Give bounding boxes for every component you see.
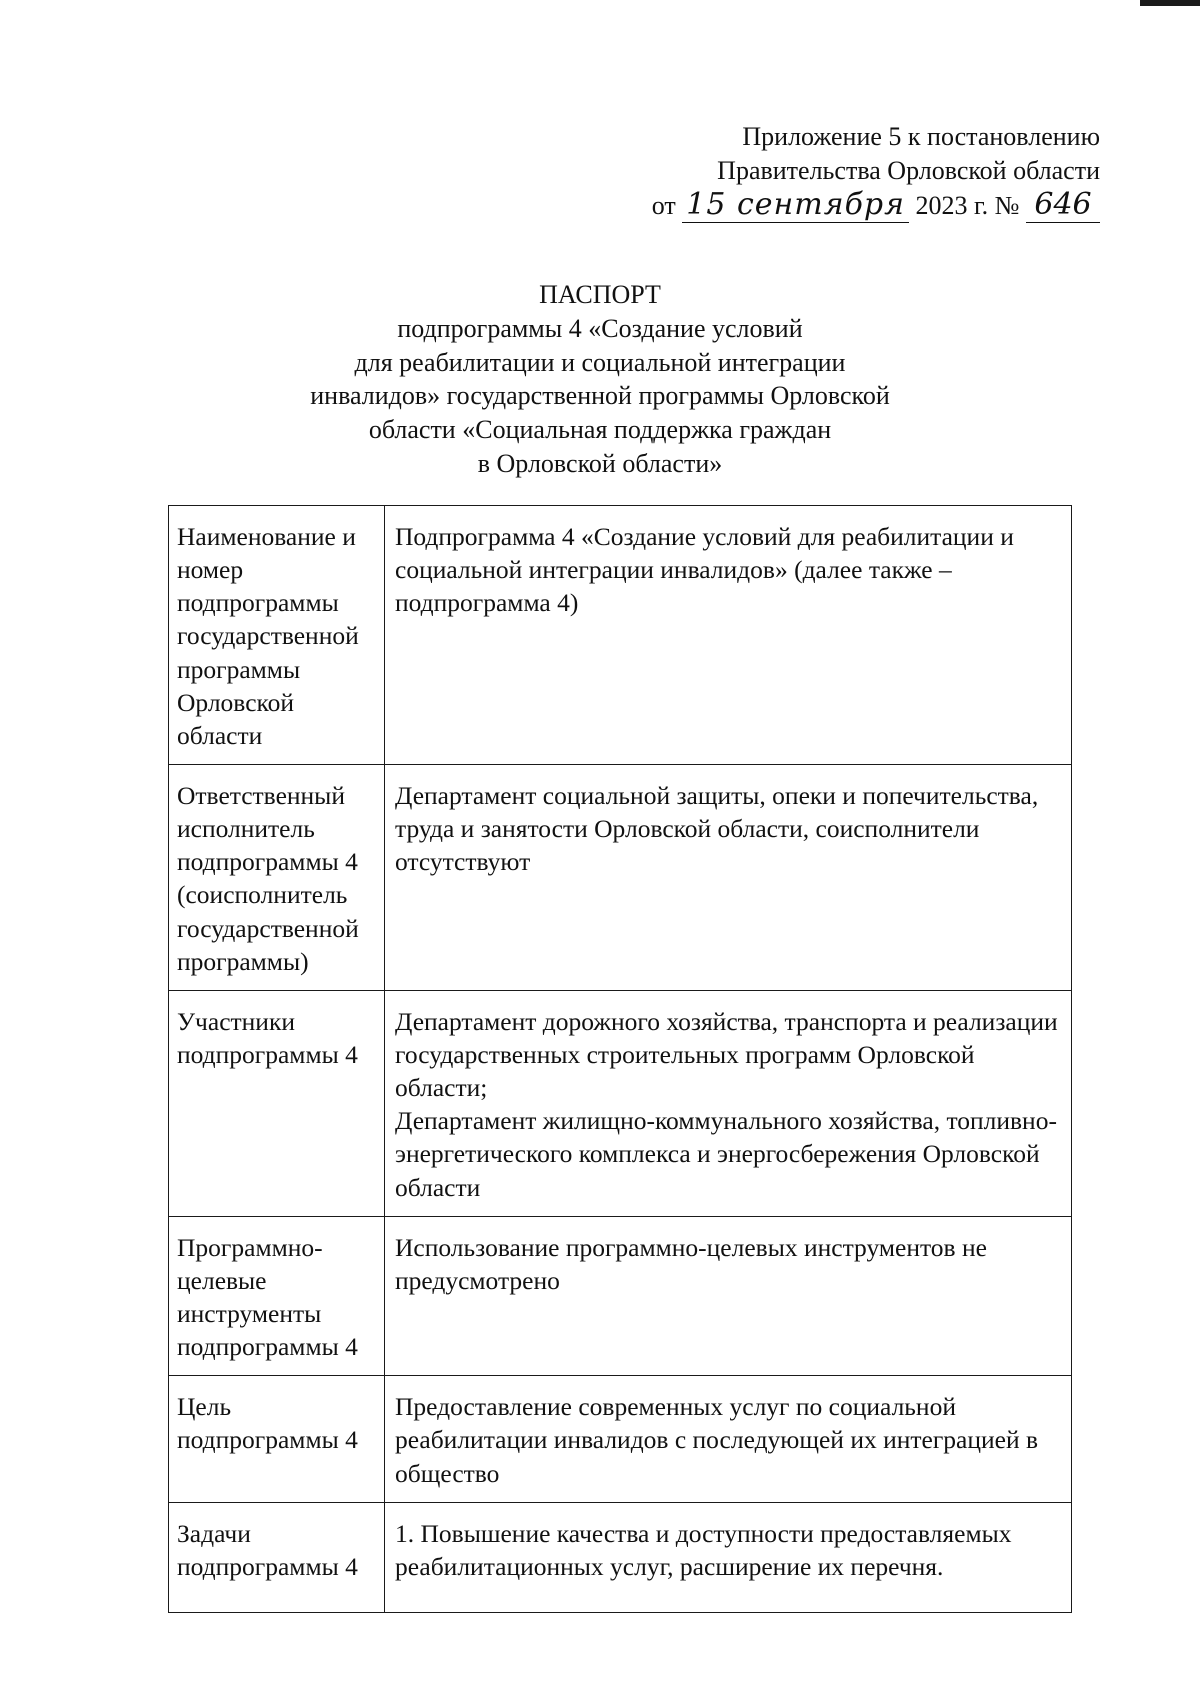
- passport-table: [168, 505, 1072, 1613]
- title-line-3: инвалидов» государственной программы Орловской: [310, 381, 890, 411]
- row-value: 1. Повышение качества и доступности предоставляемых реабилитационных услуг, расширение их перечня.: [385, 1502, 1072, 1612]
- row-label: Задачи подпрограммы 4: [169, 1502, 385, 1612]
- date-prefix: от: [651, 190, 676, 220]
- row-label: Ответственный исполнитель подпрограммы 4 (соисполнитель государственной программы): [169, 764, 385, 990]
- table-row: [169, 506, 1072, 765]
- table-row: [169, 1502, 1072, 1612]
- appendix-line-2: Правительства Орловской области: [717, 156, 1100, 186]
- title-line-4: области «Социальная поддержка граждан: [368, 415, 832, 445]
- row-value: Подпрограмма 4 «Создание условий для реабилитации и социальной интеграции инвалидов» (далее также – подпрограмма 4): [385, 506, 1072, 765]
- document-title: [0, 278, 1200, 481]
- handwritten-number: 646: [1026, 190, 1100, 223]
- row-value: Департамент социальной защиты, опеки и попечительства, труда и занятости Орловской области, соисполнители отсутствуют: [385, 764, 1072, 990]
- row-label: Наименование и номер подпрограммы государственной программы Орловской области: [169, 506, 385, 765]
- table-row: [169, 1216, 1072, 1376]
- table-row: [169, 764, 1072, 990]
- year-and-number-label: 2023 г. №: [915, 190, 1020, 220]
- row-label: Программно-целевые инструменты подпрограммы 4: [169, 1216, 385, 1376]
- title-line-2: для реабилитации и социальной интеграции: [354, 347, 846, 377]
- table-row: [169, 1376, 1072, 1502]
- title-line-1: подпрограммы 4 «Создание условий: [397, 313, 803, 343]
- row-value: Предоставление современных услуг по социальной реабилитации инвалидов с последующей их интеграцией в общество: [385, 1376, 1072, 1502]
- table-row: [169, 990, 1072, 1216]
- appendix-date-line: [540, 186, 1100, 223]
- title-heading: ПАСПОРТ: [539, 280, 661, 309]
- appendix-line-1: Приложение 5 к постановлению: [742, 122, 1100, 151]
- row-label: Участники подпрограммы 4: [169, 990, 385, 1216]
- row-value: [385, 990, 1072, 1216]
- row-label: Цель подпрограммы 4: [169, 1376, 385, 1502]
- row-value: Использование программно-целевых инструментов не предусмотрено: [385, 1216, 1072, 1376]
- participant-2: Департамент жилищно-коммунального хозяйства, топливно-энергетического комплекса и энергосбережения Орловской области: [395, 1106, 1057, 1202]
- participant-1: Департамент дорожного хозяйства, транспорта и реализации государственных строительных программ Орловской области;: [395, 1006, 1058, 1103]
- title-line-5: в Орловской области»: [477, 448, 723, 478]
- handwritten-date: 15 сентября: [682, 190, 909, 223]
- appendix-header: [540, 120, 1100, 223]
- scan-corner-mark: [1140, 0, 1200, 6]
